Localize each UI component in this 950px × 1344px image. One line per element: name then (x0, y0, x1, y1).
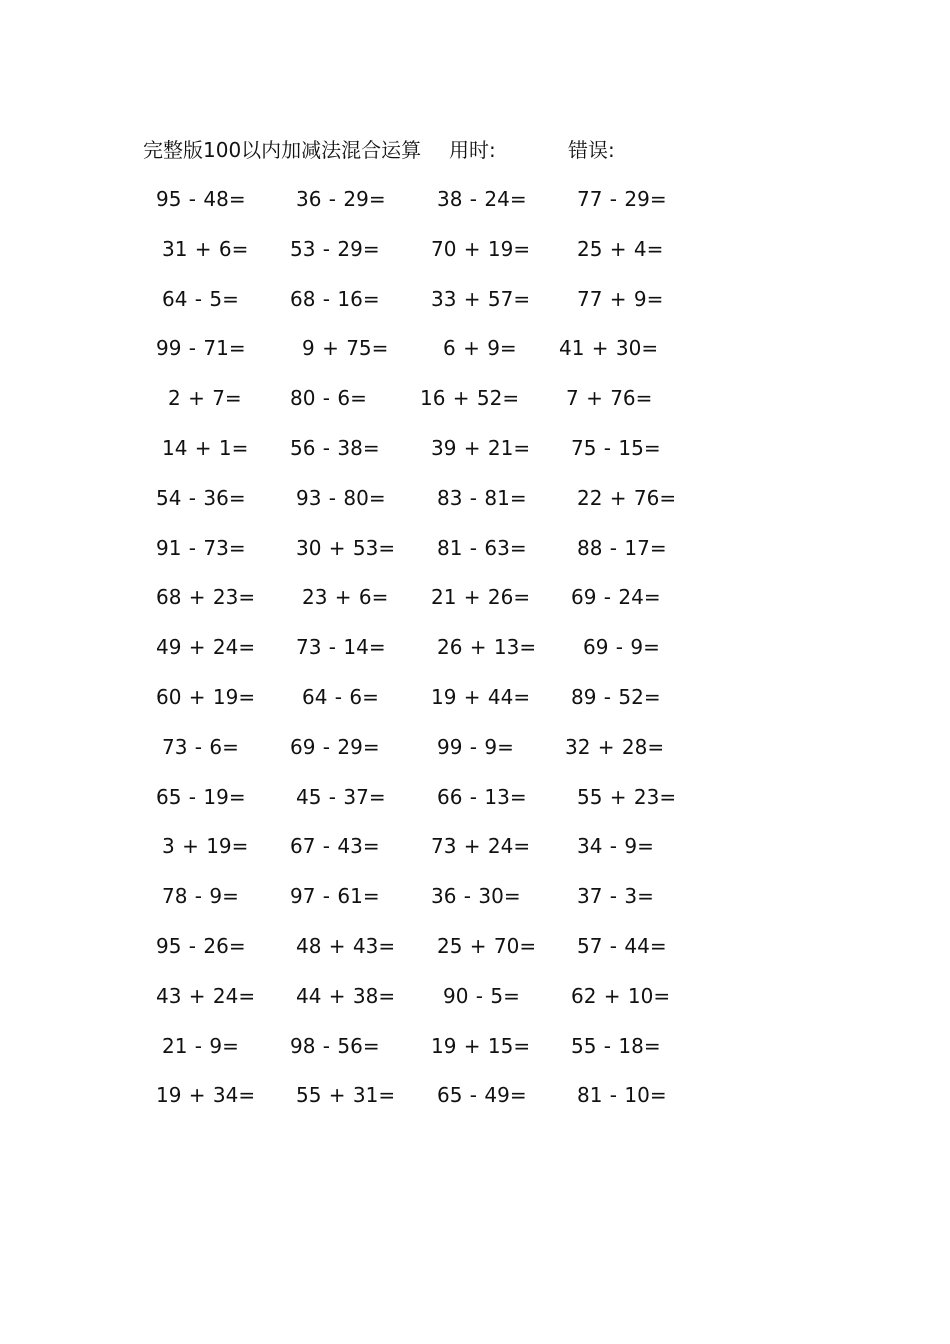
problem-row (0, 484, 950, 534)
math-problem: 32 + 28= (565, 734, 665, 759)
problem-row (0, 633, 950, 683)
math-problem: 66 - 13= (437, 784, 527, 809)
problem-row (0, 384, 950, 434)
problem-row (0, 832, 950, 882)
math-problem: 90 - 5= (443, 983, 520, 1008)
worksheet-title: 完整版100以内加减法混合运算 (143, 138, 422, 162)
math-problem: 68 + 23= (156, 585, 256, 610)
math-problem: 41 + 30= (559, 336, 659, 361)
errors-label: 错误: (568, 138, 615, 162)
math-problem: 38 - 24= (437, 187, 527, 211)
problem-row (0, 185, 950, 235)
math-problem: 44 + 38= (296, 983, 396, 1008)
math-problem: 60 + 19= (156, 684, 256, 709)
math-problem: 48 + 43= (296, 933, 396, 958)
math-problem: 78 - 9= (162, 884, 239, 909)
math-problem: 14 + 1= (162, 435, 249, 460)
math-problem: 65 - 19= (156, 784, 246, 809)
math-problem: 37 - 3= (577, 884, 654, 909)
math-problem: 95 - 26= (156, 933, 246, 958)
math-problem: 99 - 71= (156, 336, 246, 361)
math-problem: 21 - 9= (162, 1033, 239, 1058)
math-problem: 33 + 57= (431, 286, 531, 311)
math-problem: 81 - 63= (437, 535, 527, 560)
math-problem: 69 - 29= (290, 734, 380, 759)
math-problem: 95 - 48= (156, 187, 246, 211)
math-problem: 77 - 29= (577, 187, 667, 211)
math-problem: 36 - 29= (296, 187, 386, 211)
math-problem: 3 + 19= (162, 834, 249, 859)
math-problem: 73 - 6= (162, 734, 239, 759)
time-label: 用时: (449, 138, 496, 162)
math-problem: 81 - 10= (577, 1083, 667, 1108)
math-problem: 16 + 52= (420, 386, 520, 411)
math-problem: 91 - 73= (156, 535, 246, 560)
math-problem: 21 + 26= (431, 585, 531, 610)
math-problem: 67 - 43= (290, 834, 380, 859)
math-problem: 26 + 13= (437, 635, 537, 660)
problem-row (0, 583, 950, 633)
math-problem: 93 - 80= (296, 485, 386, 510)
math-problem: 31 + 6= (162, 236, 249, 261)
math-problem: 55 - 18= (571, 1033, 661, 1058)
math-problem: 55 + 23= (577, 784, 677, 809)
problem-row (0, 1032, 950, 1082)
math-problem: 68 - 16= (290, 286, 380, 311)
math-problem: 22 + 76= (577, 485, 677, 510)
math-problem: 19 + 15= (431, 1033, 531, 1058)
problem-row (0, 434, 950, 484)
math-problem: 45 - 37= (296, 784, 386, 809)
math-problem: 65 - 49= (437, 1083, 527, 1108)
math-problem: 49 + 24= (156, 635, 256, 660)
math-problem: 54 - 36= (156, 485, 246, 510)
problem-row (0, 982, 950, 1032)
problem-row (0, 534, 950, 584)
math-problem: 80 - 6= (290, 386, 367, 411)
math-problem: 36 - 30= (431, 884, 521, 909)
problem-row (0, 1081, 950, 1131)
math-problem: 53 - 29= (290, 236, 380, 261)
math-problem: 70 + 19= (431, 236, 531, 261)
problem-row (0, 334, 950, 384)
math-problem: 34 - 9= (577, 834, 654, 859)
math-problem: 7 + 76= (566, 386, 653, 411)
math-problem: 56 - 38= (290, 435, 380, 460)
math-problem: 75 - 15= (571, 435, 661, 460)
math-problem: 97 - 61= (290, 884, 380, 909)
problem-row (0, 882, 950, 932)
math-problem: 69 - 24= (571, 585, 661, 610)
problem-row (0, 285, 950, 335)
math-problem: 19 + 44= (431, 684, 531, 709)
math-problem: 73 + 24= (431, 834, 531, 859)
math-problem: 89 - 52= (571, 684, 661, 709)
math-problem: 25 + 70= (437, 933, 537, 958)
math-problem: 99 - 9= (437, 734, 514, 759)
problem-row (0, 932, 950, 982)
math-problem: 62 + 10= (571, 983, 671, 1008)
math-problem: 98 - 56= (290, 1033, 380, 1058)
math-problem: 19 + 34= (156, 1083, 256, 1108)
problem-row (0, 683, 950, 733)
math-problem: 23 + 6= (302, 585, 389, 610)
problem-grid (0, 185, 950, 1131)
math-problem: 83 - 81= (437, 485, 527, 510)
problem-row (0, 783, 950, 833)
math-problem: 39 + 21= (431, 435, 531, 460)
math-problem: 2 + 7= (168, 386, 242, 411)
math-problem: 9 + 75= (302, 336, 389, 361)
math-problem: 55 + 31= (296, 1083, 396, 1108)
problem-row (0, 733, 950, 783)
math-problem: 25 + 4= (577, 236, 664, 261)
math-problem: 69 - 9= (583, 635, 660, 660)
math-problem: 43 + 24= (156, 983, 256, 1008)
math-problem: 64 - 5= (162, 286, 239, 311)
math-problem: 64 - 6= (302, 684, 379, 709)
math-problem: 88 - 17= (577, 535, 667, 560)
math-problem: 30 + 53= (296, 535, 396, 560)
math-problem: 57 - 44= (577, 933, 667, 958)
problem-row (0, 235, 950, 285)
math-problem: 77 + 9= (577, 286, 664, 311)
math-problem: 6 + 9= (443, 336, 517, 361)
math-problem: 73 - 14= (296, 635, 386, 660)
